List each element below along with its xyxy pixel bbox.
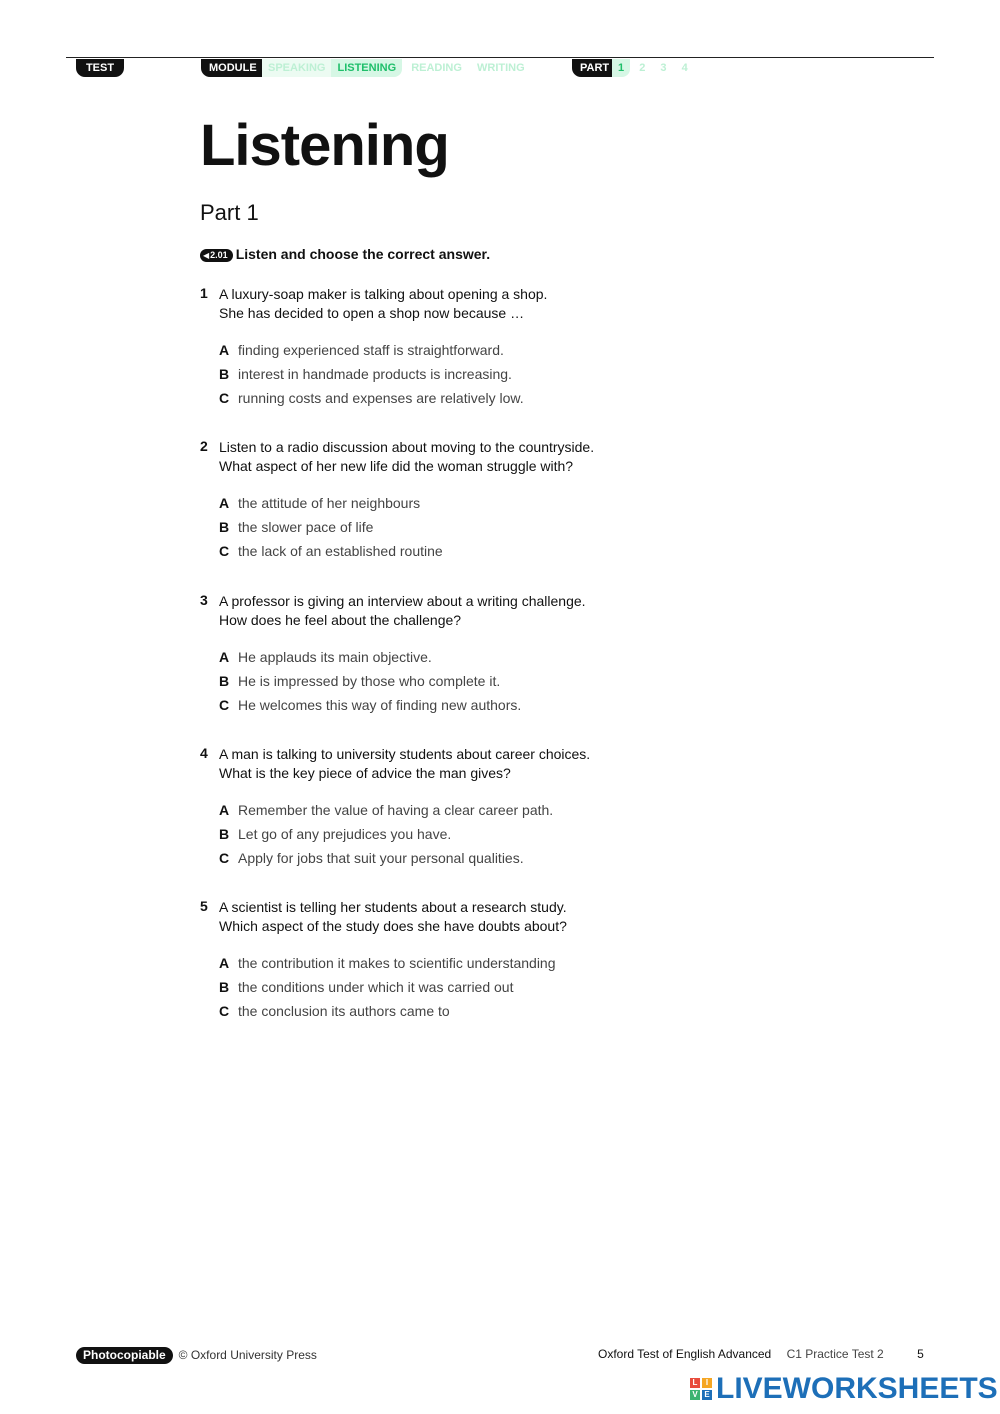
option-text: He applauds its main objective.	[238, 649, 432, 665]
question-5	[200, 898, 720, 1023]
option-text: finding experienced staff is straightforward.	[238, 342, 504, 358]
question-line: Which aspect of the study does she have doubts about?	[219, 918, 567, 934]
logo-cell: V	[690, 1390, 700, 1400]
question-number: 4	[200, 745, 208, 761]
question-stem	[219, 745, 720, 783]
module-tab-reading[interactable]: READING	[411, 62, 462, 74]
question-line: A man is talking to university students about career choices.	[219, 746, 591, 762]
option-text: interest in handmade products is increasing.	[238, 366, 512, 382]
option-letter: A	[219, 955, 230, 971]
question-line: She has decided to open a shop now because …	[219, 305, 525, 321]
option-letter: A	[219, 649, 230, 665]
option-letter: B	[219, 673, 230, 689]
page-title: Listening	[200, 113, 449, 178]
option-a[interactable]	[219, 338, 720, 362]
question-number: 5	[200, 898, 208, 914]
option-letter: B	[219, 519, 230, 535]
page-number: 5	[917, 1347, 924, 1361]
option-text: He welcomes this way of finding new authors.	[238, 697, 522, 713]
option-letter: A	[219, 802, 230, 818]
part-tab-2[interactable]: 2	[639, 62, 646, 74]
option-a[interactable]	[219, 951, 720, 975]
option-a[interactable]	[219, 645, 720, 669]
photocopiable-badge: Photocopiable	[76, 1347, 173, 1364]
footer-right	[598, 1347, 924, 1361]
question-number: 3	[200, 592, 208, 608]
option-c[interactable]	[219, 693, 720, 717]
option-c[interactable]	[219, 539, 720, 563]
course-name: Oxford Test of English Advanced	[598, 1347, 772, 1361]
options-list	[219, 951, 720, 1023]
options-list	[219, 798, 720, 870]
option-letter: C	[219, 850, 230, 866]
question-line: Listen to a radio discussion about moving to the countryside.	[219, 439, 595, 455]
option-letter: C	[219, 697, 230, 713]
track-number: 2.01	[210, 250, 228, 260]
footer-left	[76, 1347, 317, 1364]
question-1	[200, 285, 720, 410]
question-number: 1	[200, 285, 208, 301]
option-text: the conclusion its authors came to	[238, 1003, 450, 1019]
option-text: the attitude of her neighbours	[238, 495, 421, 511]
module-tab-listening[interactable]: LISTENING	[331, 59, 402, 77]
question-stem	[219, 285, 720, 323]
part-nav	[612, 59, 694, 77]
instruction	[200, 246, 490, 262]
option-letter: A	[219, 342, 230, 358]
part-label: PART	[572, 59, 617, 77]
module-tab-speaking[interactable]: SPEAKING	[262, 59, 331, 77]
logo-cell: E	[702, 1390, 712, 1400]
option-a[interactable]	[219, 798, 720, 822]
header-rule	[66, 57, 934, 58]
option-text: the contribution it makes to scientific understanding	[238, 955, 556, 971]
question-line: A scientist is telling her students about a research study.	[219, 899, 567, 915]
instruction-text: Listen and choose the correct answer.	[235, 246, 491, 262]
option-text: Let go of any prejudices you have.	[238, 826, 452, 842]
option-text: He is impressed by those who complete it.	[238, 673, 501, 689]
option-text: the lack of an established routine	[238, 543, 443, 559]
module-nav	[262, 59, 531, 77]
module-label: MODULE	[201, 59, 265, 77]
question-number: 2	[200, 438, 208, 454]
option-letter: B	[219, 366, 230, 382]
option-c[interactable]	[219, 846, 720, 870]
option-text: the slower pace of life	[238, 519, 374, 535]
copyright: © Oxford University Press	[178, 1348, 317, 1362]
test-badge: TEST 2	[76, 59, 124, 77]
option-letter: C	[219, 1003, 230, 1019]
options-list	[219, 338, 720, 410]
option-a[interactable]	[219, 491, 720, 515]
question-line: A luxury-soap maker is talking about opening a shop.	[219, 286, 548, 302]
option-b[interactable]	[219, 515, 720, 539]
part-tab-4[interactable]: 4	[681, 62, 688, 74]
question-line: How does he feel about the challenge?	[219, 612, 462, 628]
question-2	[200, 438, 720, 563]
option-letter: C	[219, 543, 230, 559]
option-b[interactable]	[219, 669, 720, 693]
option-c[interactable]	[219, 999, 720, 1023]
question-line: What is the key piece of advice the man gives?	[219, 765, 511, 781]
logo-text: LIVEWORKSHEETS	[716, 1372, 998, 1405]
question-stem	[219, 438, 720, 476]
option-text: the conditions under which it was carried out	[238, 979, 514, 995]
part-tab-1[interactable]: 1	[612, 59, 630, 77]
logo-cell: L	[690, 1378, 700, 1388]
question-4	[200, 745, 720, 870]
part-heading: Part 1	[200, 200, 259, 225]
question-3	[200, 592, 720, 717]
option-letter: C	[219, 390, 230, 406]
question-line: A professor is giving an interview about a writing challenge.	[219, 593, 586, 609]
options-list	[219, 645, 720, 717]
option-letter: B	[219, 979, 230, 995]
option-text: running costs and expenses are relatively low.	[238, 390, 524, 406]
option-letter: A	[219, 495, 230, 511]
part-tab-3[interactable]: 3	[660, 62, 667, 74]
option-b[interactable]	[219, 975, 720, 999]
option-b[interactable]	[219, 822, 720, 846]
option-letter: B	[219, 826, 230, 842]
option-text: Remember the value of having a clear career path.	[238, 802, 554, 818]
option-b[interactable]	[219, 362, 720, 386]
logo-cell: I	[702, 1378, 712, 1388]
option-c[interactable]	[219, 386, 720, 410]
question-stem	[219, 592, 720, 630]
question-line: What aspect of her new life did the woman struggle with?	[219, 458, 574, 474]
module-tab-writing[interactable]: WRITING	[477, 62, 525, 74]
options-list	[219, 491, 720, 563]
liveworksheets-logo[interactable]	[690, 1372, 998, 1406]
option-text: Apply for jobs that suit your personal qualities.	[238, 850, 524, 866]
logo-grid-icon	[690, 1378, 712, 1400]
test-name: C1 Practice Test 2	[786, 1347, 884, 1361]
play-icon: ◀	[203, 251, 210, 260]
audio-track-badge[interactable]	[200, 249, 233, 262]
question-stem	[219, 898, 720, 936]
